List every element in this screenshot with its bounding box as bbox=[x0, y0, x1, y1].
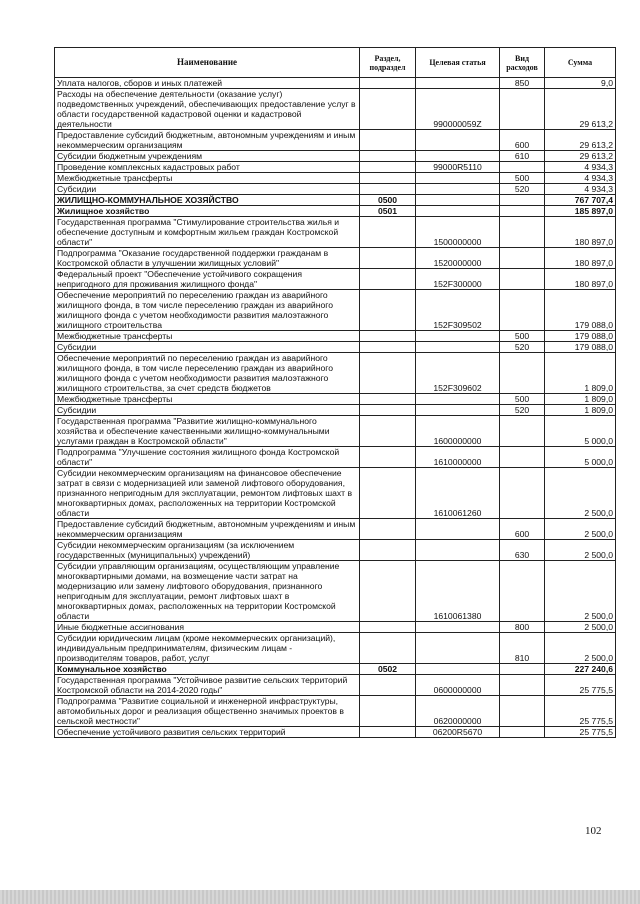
table-row bbox=[55, 195, 616, 206]
cell-target bbox=[416, 331, 500, 342]
cell-name: Предоставление субсидий бюджетным, автономным учреждениям и иным некоммерческим организациям bbox=[55, 519, 360, 540]
cell-target: 1610061260 bbox=[416, 468, 500, 519]
table-row bbox=[55, 353, 616, 394]
cell-name: Государственная программа "Стимулирование строительства жилья и обеспечение доступным и комфортным жильем граждан Костромской области" bbox=[55, 217, 360, 248]
cell-target bbox=[416, 206, 500, 217]
cell-amount: 1 809,0 bbox=[545, 405, 616, 416]
cell-amount: 5 000,0 bbox=[545, 416, 616, 447]
cell-amount: 179 088,0 bbox=[545, 290, 616, 331]
cell-amount: 179 088,0 bbox=[545, 342, 616, 353]
header-target: Целевая статья bbox=[416, 48, 500, 78]
cell-name: Подпрограмма "Улучшение состояния жилищного фонда Костромской области" bbox=[55, 447, 360, 468]
cell-amount: 1 809,0 bbox=[545, 353, 616, 394]
cell-expense: 520 bbox=[500, 342, 545, 353]
cell-name: Государственная программа "Устойчивое развитие сельских территорий Костромской области на 2014-2020 годы" bbox=[55, 675, 360, 696]
cell-target: 99000R5110 bbox=[416, 162, 500, 173]
table-row bbox=[55, 561, 616, 622]
cell-name: Субсидии некоммерческим организациям на финансовое обеспечение затрат в связи с модернизацией или заменой лифтового оборудования, признанного непригодным для эксплуатации, ремонтом лифтовых шахт в многоквартирных домах, расположенных на территории Костромской области bbox=[55, 468, 360, 519]
cell-expense bbox=[500, 89, 545, 130]
cell-section bbox=[360, 290, 416, 331]
cell-section bbox=[360, 173, 416, 184]
cell-name: Федеральный проект "Обеспечение устойчивого сокращения непригодного для проживания жилищного фонда" bbox=[55, 269, 360, 290]
cell-section bbox=[360, 331, 416, 342]
table-row bbox=[55, 447, 616, 468]
cell-name: Проведение комплексных кадастровых работ bbox=[55, 162, 360, 173]
table-row bbox=[55, 405, 616, 416]
table-row bbox=[55, 290, 616, 331]
cell-target: 990000059Z bbox=[416, 89, 500, 130]
header-expense: Вид расходов bbox=[500, 48, 545, 78]
cell-amount: 4 934,3 bbox=[545, 173, 616, 184]
cell-section bbox=[360, 696, 416, 727]
cell-expense bbox=[500, 162, 545, 173]
cell-expense: 810 bbox=[500, 633, 545, 664]
cell-section bbox=[360, 727, 416, 738]
cell-expense: 600 bbox=[500, 130, 545, 151]
scan-edge-strip bbox=[0, 890, 640, 904]
cell-name: Субсидии bbox=[55, 342, 360, 353]
cell-name: Жилищное хозяйство bbox=[55, 206, 360, 217]
table-header-row bbox=[55, 48, 616, 78]
cell-expense bbox=[500, 195, 545, 206]
cell-name: Подпрограмма "Развитие социальной и инженерной инфраструктуры, автомобильных дорог и реализация общественно значимых проектов в сельской местности" bbox=[55, 696, 360, 727]
cell-expense: 610 bbox=[500, 151, 545, 162]
page-number: 102 bbox=[585, 825, 602, 837]
cell-name: Иные бюджетные ассигнования bbox=[55, 622, 360, 633]
cell-section bbox=[360, 675, 416, 696]
cell-amount: 1 809,0 bbox=[545, 394, 616, 405]
cell-target: 06200R5670 bbox=[416, 727, 500, 738]
table-row bbox=[55, 269, 616, 290]
cell-target bbox=[416, 405, 500, 416]
cell-name: ЖИЛИЩНО-КОММУНАЛЬНОЕ ХОЗЯЙСТВО bbox=[55, 195, 360, 206]
table-row bbox=[55, 696, 616, 727]
cell-expense: 500 bbox=[500, 173, 545, 184]
table-row bbox=[55, 519, 616, 540]
cell-name: Межбюджетные трансферты bbox=[55, 173, 360, 184]
cell-section bbox=[360, 78, 416, 89]
cell-section bbox=[360, 353, 416, 394]
cell-expense: 850 bbox=[500, 78, 545, 89]
cell-amount: 767 707,4 bbox=[545, 195, 616, 206]
cell-section: 0501 bbox=[360, 206, 416, 217]
table-row bbox=[55, 331, 616, 342]
table-row bbox=[55, 622, 616, 633]
cell-section bbox=[360, 184, 416, 195]
cell-expense bbox=[500, 561, 545, 622]
cell-amount: 185 897,0 bbox=[545, 206, 616, 217]
table-row bbox=[55, 633, 616, 664]
cell-section bbox=[360, 342, 416, 353]
cell-target bbox=[416, 664, 500, 675]
cell-amount: 4 934,3 bbox=[545, 184, 616, 195]
cell-section: 0502 bbox=[360, 664, 416, 675]
budget-table bbox=[54, 47, 616, 738]
table-row bbox=[55, 540, 616, 561]
cell-expense bbox=[500, 290, 545, 331]
cell-expense: 500 bbox=[500, 394, 545, 405]
cell-section bbox=[360, 622, 416, 633]
cell-amount: 2 500,0 bbox=[545, 468, 616, 519]
cell-section bbox=[360, 519, 416, 540]
cell-amount: 9,0 bbox=[545, 78, 616, 89]
cell-expense bbox=[500, 675, 545, 696]
cell-target: 0600000000 bbox=[416, 675, 500, 696]
cell-target bbox=[416, 130, 500, 151]
cell-target bbox=[416, 519, 500, 540]
cell-expense bbox=[500, 727, 545, 738]
cell-target bbox=[416, 173, 500, 184]
table-row bbox=[55, 184, 616, 195]
cell-name: Субсидии некоммерческим организациям (за исключением государственных (муниципальных) учреждений) bbox=[55, 540, 360, 561]
cell-amount: 2 500,0 bbox=[545, 633, 616, 664]
cell-target: 152F309502 bbox=[416, 290, 500, 331]
cell-name: Предоставление субсидий бюджетным, автономным учреждениям и иным некоммерческим организациям bbox=[55, 130, 360, 151]
cell-name: Субсидии bbox=[55, 184, 360, 195]
cell-amount: 29 613,2 bbox=[545, 151, 616, 162]
cell-target bbox=[416, 394, 500, 405]
cell-target: 1610000000 bbox=[416, 447, 500, 468]
cell-amount: 179 088,0 bbox=[545, 331, 616, 342]
cell-amount: 5 000,0 bbox=[545, 447, 616, 468]
cell-section bbox=[360, 561, 416, 622]
cell-amount: 25 775,5 bbox=[545, 675, 616, 696]
cell-target: 152F300000 bbox=[416, 269, 500, 290]
cell-expense bbox=[500, 248, 545, 269]
cell-expense bbox=[500, 447, 545, 468]
cell-name: Межбюджетные трансферты bbox=[55, 394, 360, 405]
cell-target: 1610061380 bbox=[416, 561, 500, 622]
table-body bbox=[55, 78, 616, 738]
cell-name: Подпрограмма "Оказание государственной поддержки гражданам в Костромской области в улучшении жилищных условий" bbox=[55, 248, 360, 269]
cell-amount: 2 500,0 bbox=[545, 540, 616, 561]
cell-name: Расходы на обеспечение деятельности (оказание услуг) подведомственных учреждений, обеспечивающих предоставление услуг в области государственной кадастровой оценки и кадастровой деятельности bbox=[55, 89, 360, 130]
cell-target bbox=[416, 342, 500, 353]
cell-expense: 520 bbox=[500, 405, 545, 416]
cell-expense bbox=[500, 269, 545, 290]
cell-name: Субсидии управляющим организациям, осуществляющим управление многоквартирными домами, на возмещение части затрат на модернизацию или замену лифтового оборудования, признанного непригодным для эксплуатации, ремонт лифтовых шахт в многоквартирных домах, расположенных на территории Костромской области bbox=[55, 561, 360, 622]
cell-section bbox=[360, 269, 416, 290]
cell-amount: 25 775,5 bbox=[545, 696, 616, 727]
cell-target: 1500000000 bbox=[416, 217, 500, 248]
cell-amount: 180 897,0 bbox=[545, 269, 616, 290]
cell-expense bbox=[500, 664, 545, 675]
cell-section bbox=[360, 468, 416, 519]
cell-target: 0620000000 bbox=[416, 696, 500, 727]
table-row bbox=[55, 151, 616, 162]
cell-amount: 2 500,0 bbox=[545, 561, 616, 622]
cell-section bbox=[360, 162, 416, 173]
cell-name: Межбюджетные трансферты bbox=[55, 331, 360, 342]
table-row bbox=[55, 206, 616, 217]
header-amount: Сумма bbox=[545, 48, 616, 78]
table-row bbox=[55, 162, 616, 173]
cell-section bbox=[360, 633, 416, 664]
cell-section bbox=[360, 130, 416, 151]
cell-amount: 29 613,2 bbox=[545, 89, 616, 130]
cell-section bbox=[360, 151, 416, 162]
table-row bbox=[55, 173, 616, 184]
header-name: Наименование bbox=[55, 48, 360, 78]
cell-amount: 25 775,5 bbox=[545, 727, 616, 738]
cell-expense bbox=[500, 416, 545, 447]
cell-section bbox=[360, 540, 416, 561]
table-row bbox=[55, 394, 616, 405]
cell-name: Коммунальное хозяйство bbox=[55, 664, 360, 675]
cell-amount: 180 897,0 bbox=[545, 217, 616, 248]
header-section: Раздел, подраздел bbox=[360, 48, 416, 78]
table-row bbox=[55, 89, 616, 130]
cell-target: 1520000000 bbox=[416, 248, 500, 269]
cell-expense bbox=[500, 696, 545, 727]
cell-section bbox=[360, 89, 416, 130]
cell-expense: 500 bbox=[500, 331, 545, 342]
cell-section bbox=[360, 248, 416, 269]
cell-expense: 630 bbox=[500, 540, 545, 561]
cell-section bbox=[360, 405, 416, 416]
cell-expense bbox=[500, 217, 545, 248]
cell-target bbox=[416, 622, 500, 633]
cell-name: Обеспечение мероприятий по переселению граждан из аварийного жилищного фонда, в том числе переселению граждан из аварийного жилищного фонда с учетом необходимости развития малоэтажного жилищного строительства bbox=[55, 290, 360, 331]
cell-expense: 600 bbox=[500, 519, 545, 540]
cell-name: Обеспечение мероприятий по переселению граждан из аварийного жилищного фонда, в том числе переселению граждан из аварийного жилищного фонда с учетом необходимости развития малоэтажного жилищного строительства, за счет средств бюджетов bbox=[55, 353, 360, 394]
table-row bbox=[55, 217, 616, 248]
cell-amount: 180 897,0 bbox=[545, 248, 616, 269]
cell-target bbox=[416, 78, 500, 89]
table-row bbox=[55, 130, 616, 151]
cell-expense: 800 bbox=[500, 622, 545, 633]
cell-section bbox=[360, 217, 416, 248]
cell-name: Государственная программа "Развитие жилищно-коммунального хозяйства и обеспечение качественными жилищно-коммунальными услугами граждан в Костромской области" bbox=[55, 416, 360, 447]
cell-expense: 520 bbox=[500, 184, 545, 195]
cell-section bbox=[360, 394, 416, 405]
cell-expense bbox=[500, 353, 545, 394]
cell-target: 1600000000 bbox=[416, 416, 500, 447]
table-row bbox=[55, 468, 616, 519]
cell-amount: 2 500,0 bbox=[545, 519, 616, 540]
cell-amount: 227 240,6 bbox=[545, 664, 616, 675]
cell-amount: 2 500,0 bbox=[545, 622, 616, 633]
cell-name: Уплата налогов, сборов и иных платежей bbox=[55, 78, 360, 89]
table-row bbox=[55, 675, 616, 696]
table-row bbox=[55, 248, 616, 269]
table-row bbox=[55, 342, 616, 353]
table-row bbox=[55, 416, 616, 447]
cell-section: 0500 bbox=[360, 195, 416, 206]
cell-target bbox=[416, 633, 500, 664]
cell-target: 152F309602 bbox=[416, 353, 500, 394]
cell-name: Обеспечение устойчивого развития сельских территорий bbox=[55, 727, 360, 738]
cell-name: Субсидии юридическим лицам (кроме некоммерческих организаций), индивидуальным предпринимателям, физическим лицам - производителям товаров, работ, услуг bbox=[55, 633, 360, 664]
cell-section bbox=[360, 447, 416, 468]
cell-name: Субсидии bbox=[55, 405, 360, 416]
cell-expense bbox=[500, 468, 545, 519]
cell-target bbox=[416, 184, 500, 195]
cell-name: Субсидии бюджетным учреждениям bbox=[55, 151, 360, 162]
table-row bbox=[55, 78, 616, 89]
cell-target bbox=[416, 195, 500, 206]
cell-target bbox=[416, 540, 500, 561]
cell-expense bbox=[500, 206, 545, 217]
table-row bbox=[55, 727, 616, 738]
cell-section bbox=[360, 416, 416, 447]
cell-amount: 4 934,3 bbox=[545, 162, 616, 173]
table-row bbox=[55, 664, 616, 675]
cell-amount: 29 613,2 bbox=[545, 130, 616, 151]
cell-target bbox=[416, 151, 500, 162]
